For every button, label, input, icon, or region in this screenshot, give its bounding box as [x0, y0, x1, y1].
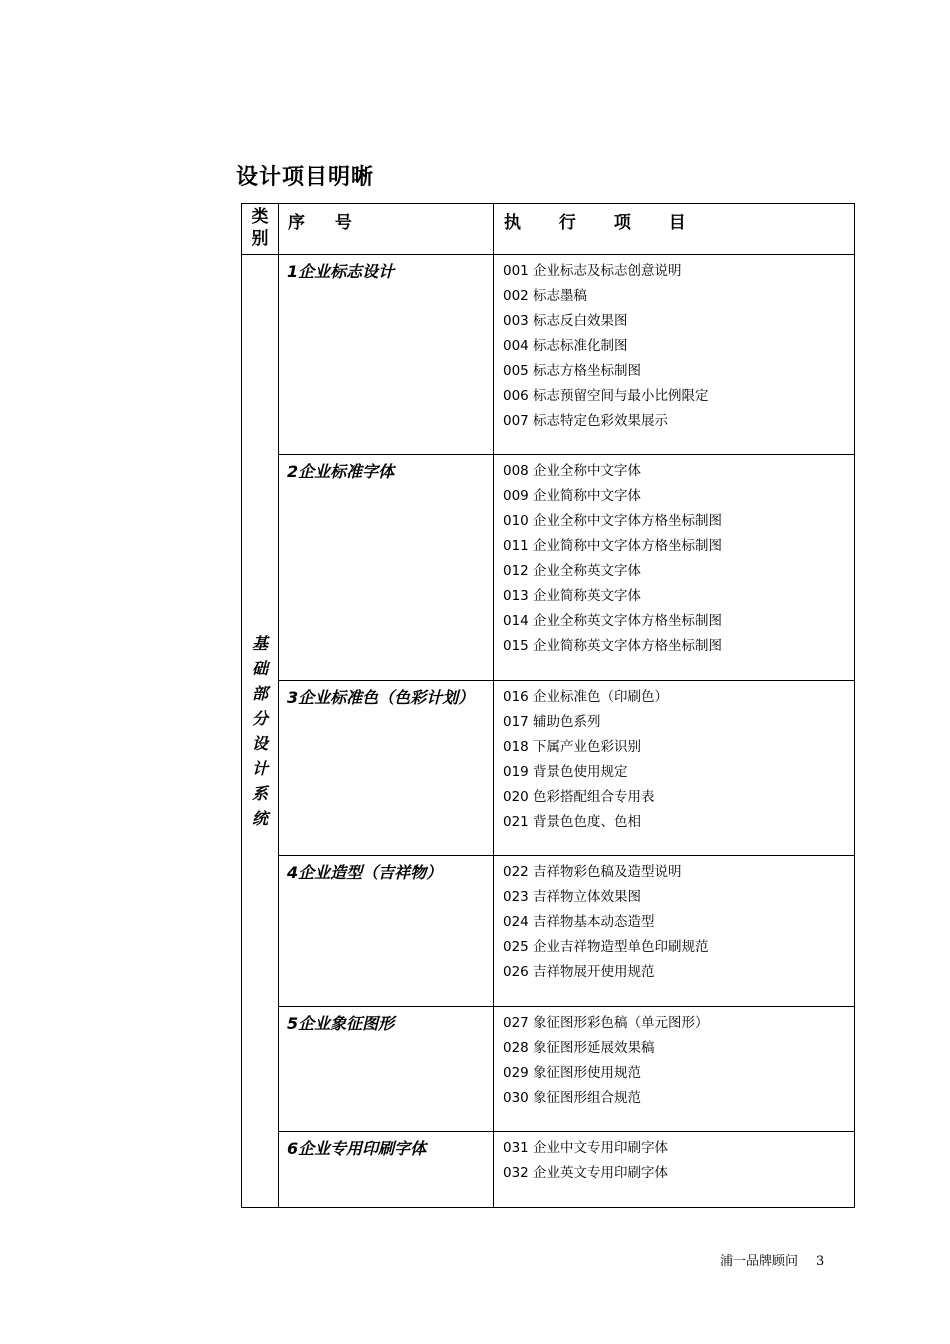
table-row	[242, 1007, 855, 1132]
list-item: 008 企业全称中文字体	[503, 463, 642, 479]
category-char: 计	[251, 759, 268, 778]
section-name: 6企业专用印刷字体	[279, 1132, 494, 1208]
category-char: 系	[251, 784, 268, 803]
header-category	[242, 204, 279, 255]
list-item: 019 背景色使用规定	[503, 764, 628, 780]
list-item: 021 背景色色度、色相	[503, 814, 642, 830]
category-cell	[242, 255, 279, 1208]
category-char: 础	[251, 659, 268, 678]
section-items	[494, 856, 855, 1007]
list-item: 013 企业简称英文字体	[503, 588, 642, 604]
list-item: 006 标志预留空间与最小比例限定	[503, 388, 709, 404]
section-items	[494, 681, 855, 856]
table-row	[242, 255, 855, 455]
section-items	[494, 1007, 855, 1132]
list-item: 024 吉祥物基本动态造型	[503, 914, 655, 930]
section-name: 4企业造型（吉祥物）	[279, 856, 494, 1007]
table-row	[242, 856, 855, 1007]
list-item: 010 企业全称中文字体方格坐标制图	[503, 513, 723, 529]
list-item: 029 象征图形使用规范	[503, 1065, 642, 1081]
table-header-row	[242, 204, 855, 255]
category-char: 基	[251, 634, 268, 653]
list-item: 022 吉祥物彩色稿及造型说明	[503, 864, 682, 880]
header-category-char: 类	[251, 207, 269, 227]
design-items-table	[241, 203, 855, 1208]
list-item: 003 标志反白效果图	[503, 313, 628, 329]
table-row	[242, 455, 855, 681]
list-item: 001 企业标志及标志创意说明	[503, 263, 682, 279]
section-items	[494, 455, 855, 681]
table-row	[242, 1132, 855, 1208]
list-item: 018 下属产业色彩识别	[503, 739, 642, 755]
header-seq: 序 号	[279, 204, 494, 255]
list-item: 028 象征图形延展效果稿	[503, 1040, 655, 1056]
list-item: 026 吉祥物展开使用规范	[503, 964, 655, 980]
list-item: 009 企业简称中文字体	[503, 488, 642, 504]
page-number: 3	[816, 1254, 825, 1269]
category-char: 设	[251, 734, 268, 753]
header-category-char: 别	[251, 229, 269, 249]
list-item: 012 企业全称英文字体	[503, 563, 642, 579]
list-item: 027 象征图形彩色稿（单元图形）	[503, 1015, 709, 1031]
page-title: 设计项目明晰	[236, 165, 375, 190]
section-name: 5企业象征图形	[279, 1007, 494, 1132]
list-item: 031 企业中文专用印刷字体	[503, 1140, 669, 1156]
footer-company: 浦一品牌顾问	[720, 1254, 799, 1269]
list-item: 016 企业标准色（印刷色）	[503, 689, 669, 705]
table-row	[242, 681, 855, 856]
list-item: 005 标志方格坐标制图	[503, 363, 642, 379]
list-item: 015 企业简称英文字体方格坐标制图	[503, 638, 723, 654]
section-items	[494, 255, 855, 455]
category-char: 统	[251, 809, 268, 828]
list-item: 011 企业简称中文字体方格坐标制图	[503, 538, 723, 554]
section-name: 1企业标志设计	[279, 255, 494, 455]
page-footer	[720, 1250, 824, 1269]
section-name: 3企业标准色（色彩计划）	[279, 681, 494, 856]
section-name: 2企业标准字体	[279, 455, 494, 681]
list-item: 020 色彩搭配组合专用表	[503, 789, 655, 805]
list-item: 004 标志标准化制图	[503, 338, 628, 354]
header-exec: 执 行 项 目	[494, 204, 855, 255]
list-item: 007 标志特定色彩效果展示	[503, 413, 669, 429]
list-item: 023 吉祥物立体效果图	[503, 889, 642, 905]
category-char: 分	[251, 709, 268, 728]
list-item: 030 象征图形组合规范	[503, 1090, 642, 1106]
list-item: 017 辅助色系列	[503, 714, 601, 730]
list-item: 002 标志墨稿	[503, 288, 588, 304]
category-vertical-text	[252, 631, 268, 831]
category-char: 部	[251, 684, 268, 703]
list-item: 032 企业英文专用印刷字体	[503, 1165, 669, 1181]
list-item: 025 企业吉祥物造型单色印刷规范	[503, 939, 709, 955]
list-item: 014 企业全称英文字体方格坐标制图	[503, 613, 723, 629]
section-items	[494, 1132, 855, 1208]
